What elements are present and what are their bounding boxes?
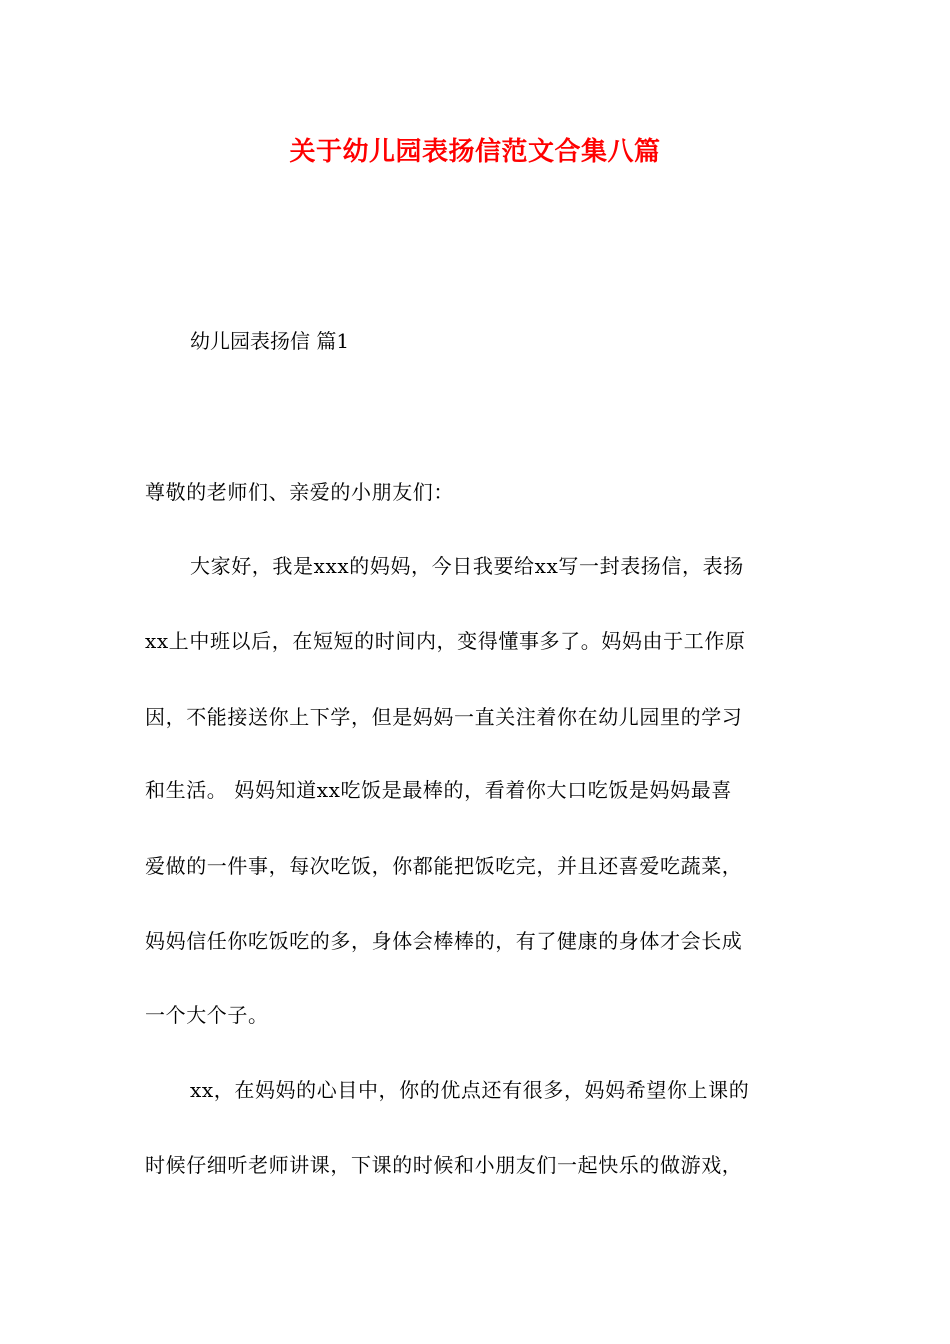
body-line: 因，不能接送你上下学，但是妈妈一直关注着你在幼儿园里的学习 [145, 705, 743, 729]
salutation: 尊敬的老师们、亲爱的小朋友们： [145, 480, 454, 504]
body-line: 爱做的一件事，每次吃饭，你都能把饭吃完，并且还喜爱吃蔬菜， [145, 854, 743, 878]
body-line: 和生活。 妈妈知道xx吃饭是最棒的，看着你大口吃饭是妈妈最喜 [145, 778, 732, 802]
body-line: 妈妈信任你吃饭吃的多，身体会棒棒的，有了健康的身体才会长成 [145, 929, 743, 953]
document-title: 关于幼儿园表扬信范文合集八篇 [289, 137, 661, 167]
section-heading: 幼儿园表扬信 篇1 [190, 329, 350, 353]
body-line: xx上中班以后，在短短的时间内，变得懂事多了。妈妈由于工作原 [145, 629, 746, 653]
body-line: 时候仔细听老师讲课，下课的时候和小朋友们一起快乐的做游戏， [145, 1153, 743, 1177]
body-line: 一个大个子。 [145, 1003, 269, 1027]
body-line: xx，在妈妈的心目中，你的优点还有很多，妈妈希望你上课的 [190, 1078, 750, 1102]
body-line: 大家好，我是xxx的妈妈，今日我要给xx写一封表扬信，表扬 [190, 554, 744, 578]
